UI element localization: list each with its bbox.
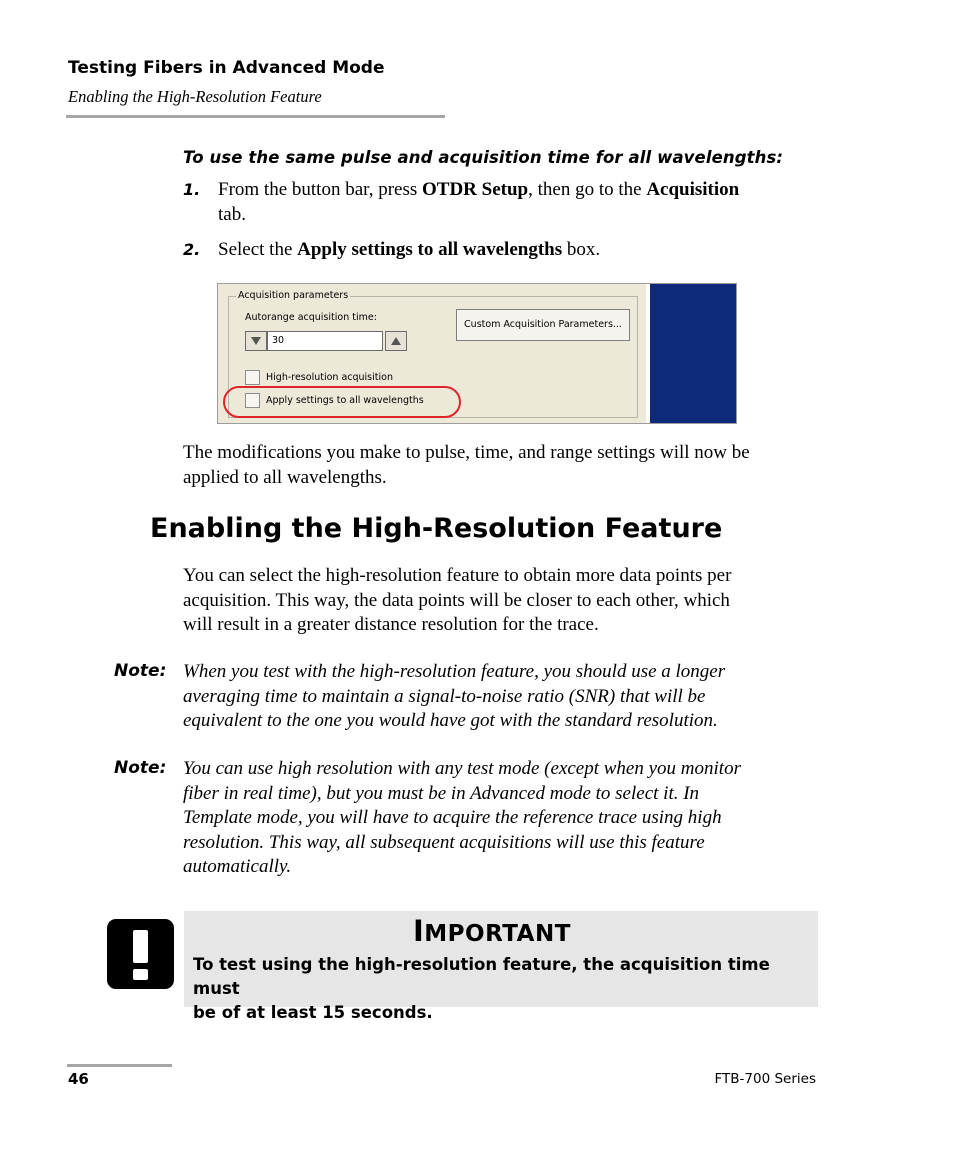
note-line: When you test with the high-resolution feature, you should use a longer	[183, 661, 726, 682]
paragraph-line: will result in a greater distance resolution for the trace.	[183, 614, 599, 635]
header-divider	[66, 115, 445, 118]
paragraph-line: acquisition. This way, the data points will be closer to each other, which	[183, 589, 730, 611]
highlight-circle	[223, 386, 461, 418]
note-label: Note:	[114, 661, 167, 681]
step-ui-term: Acquisition	[646, 179, 740, 200]
intro-paragraph	[183, 564, 843, 638]
note-line: resolution. This way, all subsequent acquisitions will use this feature	[183, 831, 705, 853]
note-label: Note:	[114, 758, 167, 778]
section-subtitle: Enabling the High-Resolution Feature	[68, 87, 322, 106]
autorange-label: Autorange acquisition time:	[245, 312, 377, 323]
important-title-initial: I	[413, 914, 425, 948]
triangle-down-icon	[246, 332, 266, 350]
important-line: To test using the high-resolution feature, the acquisition time must	[193, 955, 770, 998]
note-text	[183, 660, 843, 734]
exclamation-icon	[107, 919, 174, 989]
product-name: FTB-700 Series	[714, 1071, 816, 1087]
important-title	[413, 914, 571, 948]
result-paragraph	[183, 441, 843, 490]
decrement-button[interactable]	[245, 331, 267, 351]
note-line: averaging time to maintain a signal-to-noise ratio (SNR) that will be	[183, 685, 706, 707]
note-line: automatically.	[183, 856, 292, 877]
step-text-part: , then go to the	[528, 179, 647, 200]
acquisition-time-input[interactable]: 30	[267, 331, 383, 351]
important-text	[193, 953, 813, 1025]
apply-all-wavelengths-label: Apply settings to all wavelengths	[266, 395, 424, 406]
note-line: You can use high resolution with any test mode (except when you monitor	[183, 758, 741, 779]
step-text	[218, 178, 818, 227]
paragraph-line: applied to all wavelengths.	[183, 466, 387, 488]
step-text-part: box.	[562, 239, 601, 260]
step-ui-term: OTDR Setup	[422, 179, 529, 200]
note-line: fiber in real time), but you must be in Advanced mode to select it. In	[183, 782, 700, 804]
step-number: 1.	[183, 180, 201, 199]
step-text-part: tab.	[218, 203, 246, 225]
procedure-heading: To use the same pulse and acquisition time for all wavelengths:	[183, 148, 784, 167]
footer-divider	[67, 1064, 172, 1067]
paragraph-line: The modifications you make to pulse, time, and range settings will now be	[183, 442, 750, 463]
step-number: 2.	[183, 240, 201, 259]
important-title-rest: MPORTANT	[424, 921, 571, 947]
custom-acquisition-parameters-button[interactable]: Custom Acquisition Parameters...	[456, 309, 630, 341]
step-text-part: From the button bar, press	[218, 179, 422, 200]
note-line: equivalent to the one you would have got with the standard resolution.	[183, 710, 718, 731]
step-ui-term: Apply settings to all wavelengths	[297, 239, 563, 260]
note-text	[183, 757, 843, 880]
section-heading: Enabling the High-Resolution Feature	[150, 513, 723, 544]
group-legend: Acquisition parameters	[238, 290, 349, 301]
important-line: be of at least 15 seconds.	[193, 1003, 433, 1022]
note-line: Template mode, you will have to acquire the reference trace using high	[183, 807, 722, 828]
triangle-up-icon	[386, 332, 406, 350]
step-text-part: Select the	[218, 239, 298, 260]
side-panel	[650, 284, 737, 424]
increment-button[interactable]	[385, 331, 407, 351]
chapter-title: Testing Fibers in Advanced Mode	[68, 58, 385, 78]
high-resolution-checkbox[interactable]	[245, 370, 260, 385]
step-text	[218, 238, 818, 263]
acquisition-settings-screenshot	[217, 283, 737, 424]
paragraph-line: You can select the high-resolution feature to obtain more data points per	[183, 565, 732, 586]
page-number: 46	[68, 1070, 89, 1088]
high-resolution-label: High-resolution acquisition	[266, 372, 393, 383]
